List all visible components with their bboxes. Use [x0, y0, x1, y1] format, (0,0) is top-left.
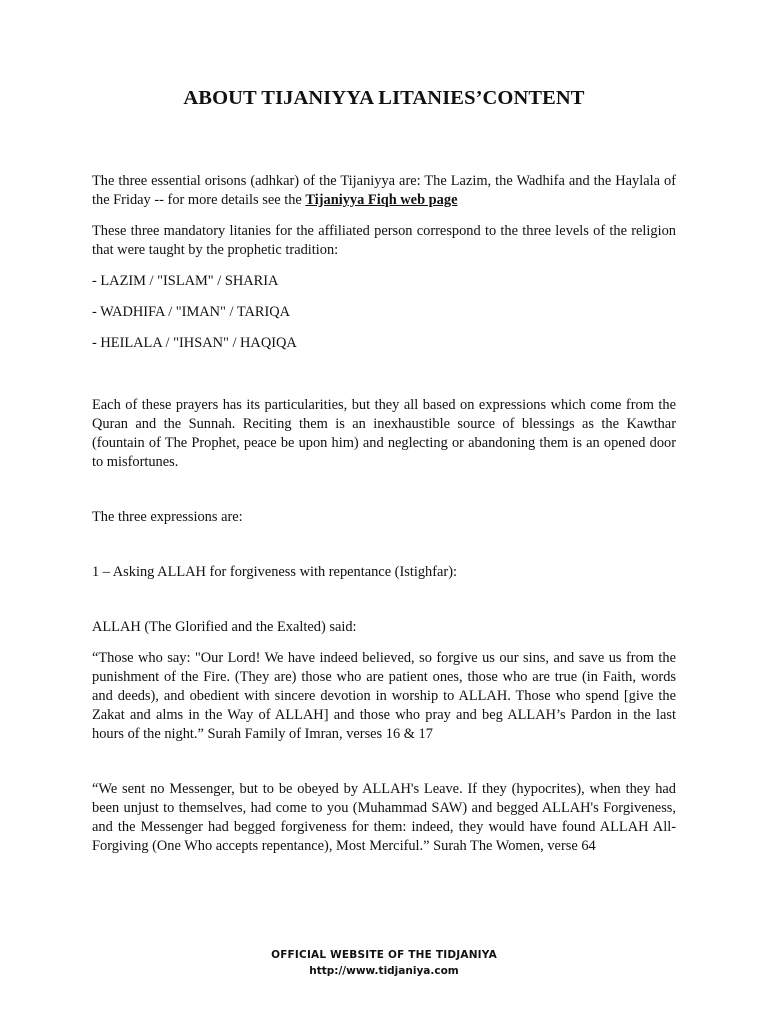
particularities-paragraph: Each of these prayers has its particularities, but they all based on expressions which come from the Quran and the Sunnah. Reciting them is an inexhaustible source of blessings as the Kawthar (fountain of The Prophet, peace be upon him) and neglecting or abandoning them is an opened door to misfortunes.	[92, 397, 676, 470]
level-item-wadhifa: - WADHIFA / "IMAN" / TARIQA	[92, 304, 291, 320]
document-body	[92, 172, 676, 856]
expressions-intro: The three expressions are:	[92, 509, 243, 525]
page-title: ABOUT TIJANIYYA LITANIES’CONTENT	[183, 87, 585, 109]
level-item-lazim: - LAZIM / "ISLAM" / SHARIA	[92, 273, 279, 289]
expression-1-heading: 1 – Asking ALLAH for forgiveness with repentance (Istighfar):	[92, 564, 458, 580]
page-footer	[0, 947, 768, 979]
allah-said-line: ALLAH (The Glorified and the Exalted) said:	[92, 619, 357, 635]
level-item-heilala: - HEILALA / "IHSAN" / HAQIQA	[92, 335, 297, 351]
footer-url[interactable]: http://www.tidjaniya.com	[309, 965, 459, 977]
intro-paragraph	[92, 172, 676, 210]
footer-site-name: OFFICIAL WEBSITE OF THE TIDJANIYA	[271, 949, 497, 961]
tijaniyya-fiqh-link[interactable]: Tijaniyya Fiqh web page	[305, 192, 458, 208]
intro-text: The three essential orisons (adhkar) of the Tijaniyya are: The Lazim, the Wadhifa and the Haylala of the Friday -- for more details see the	[92, 173, 676, 208]
quote-2: “We sent no Messenger, but to be obeyed by ALLAH's Leave. If they (hypocrites), when they had been unjust to themselves, had come to you (Muhammad SAW) and begged ALLAH's Forgiveness, and the Messenger had begged forgiveness for them: indeed, they would have found ALLAH All-Forgiving (One Who accepts repentance), Most Merciful.” Surah The Women, verse 64	[92, 781, 676, 854]
levels-intro-paragraph: These three mandatory litanies for the affiliated person correspond to the three levels of the religion that were taught by the prophetic tradition:	[92, 223, 676, 258]
quote-1: “Those who say: "Our Lord! We have indeed believed, so forgive us our sins, and save us from the punishment of the Fire. (They are) those who are patient ones, those who are true (in Faith, words and deeds), and obedient with sincere devotion in worship to ALLAH. Those who spend [give the Zakat and alms in the Way of ALLAH] and those who pray and beg ALLAH’s Pardon in the last hours of the night.” Surah Family of Imran, verses 16 & 17	[92, 650, 676, 742]
